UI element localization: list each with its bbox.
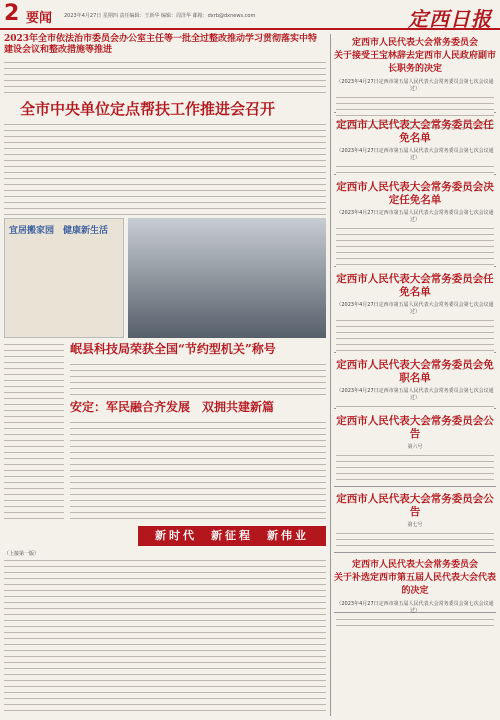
- headline-1: 2023年全市依法治市委员会办公室主任等一批全过整改推动学习贯彻落实中特建设会议和整改措施等推进: [4, 34, 318, 55]
- notice-body: [336, 404, 494, 412]
- notice-title: 定西市人民代表大会常务委员会 关于补选定西市第五届人民代表大会代表的决定: [334, 560, 497, 596]
- notice-title: 定西市人民代表大会常务委员会免职名单: [336, 359, 494, 384]
- notice-body: [336, 164, 494, 178]
- notice-body: [336, 318, 494, 356]
- article-5-body: [70, 420, 326, 520]
- notice-subtitle: （2023年4月27日定西市第五届人民代表大会常务委员会第七次会议通过）: [336, 148, 494, 161]
- notice-column: [334, 34, 496, 716]
- notice-title: 定西市人民代表大会常务委员会公告: [336, 415, 494, 440]
- article-4-body: [70, 362, 326, 396]
- notice-title: 定西市人民代表大会常务委员会任免名单: [336, 273, 494, 298]
- notice-body: [336, 453, 494, 483]
- notice-subtitle: （2023年4月27日定西市第五届人民代表大会常务委员会第七次会议通过）: [336, 302, 494, 315]
- notice-subtitle: （2023年4月27日定西市第五届人民代表大会常务委员会第七次会议通过）: [336, 388, 494, 401]
- notice-item: [334, 356, 496, 409]
- notice-subtitle: （2023年4月27日定西市第五届人民代表大会常务委员会第七次会议通过）: [336, 601, 494, 614]
- news-photo-calligraphy: [4, 218, 124, 338]
- notice-title: 定西市人民代表大会常务委员会公告: [336, 493, 494, 518]
- notice-item: [334, 34, 496, 113]
- article-2-body: [4, 122, 326, 216]
- section-title: 要闻: [26, 11, 53, 26]
- notice-subtitle: 第七号: [407, 522, 423, 528]
- slogan-banner: 新时代 新征程 新伟业: [138, 526, 326, 546]
- notice-body: [336, 226, 494, 270]
- notice-title: 定西市人民代表大会常务委员会任免名单: [336, 119, 494, 144]
- notice-item: [334, 116, 496, 175]
- notice-item: [334, 178, 496, 267]
- notice-item: [334, 270, 496, 353]
- notice-subtitle: （2023年4月27日定西市第五届人民代表大会常务委员会第七次会议通过）: [336, 210, 494, 223]
- page-meta: 2023年4月27日 星期四 责任编辑：王新华 编辑：周泽华 邮箱：dxrb@dxnews.com: [64, 13, 256, 19]
- headline-4: 安定：军民融合齐发展 双拥共建新篇: [70, 400, 275, 414]
- column-divider: [330, 34, 331, 716]
- article-6-body: [4, 558, 326, 716]
- headline-3: 岷县科技局荣获全国“节约型机关”称号: [70, 342, 276, 356]
- page-number: 2: [4, 1, 20, 26]
- notice-item: [334, 556, 496, 613]
- notice-title: 定西市人民代表大会常务委员会决定任免名单: [336, 181, 494, 206]
- masthead-logo: 定西日报: [408, 7, 492, 31]
- notice-item: [334, 490, 496, 553]
- news-photo-police: [128, 218, 326, 338]
- article-3-body: [4, 342, 64, 522]
- headline-2: 全市中央单位定点帮扶工作推进会召开: [20, 100, 276, 118]
- photo-caption: 宜居搬家园 健康新生活: [9, 226, 109, 236]
- notice-subtitle: 第六号: [407, 444, 423, 450]
- notice-subtitle: （2023年4月27日定西市第五届人民代表大会常务委员会第七次会议通过）: [336, 79, 494, 92]
- article-1-body: [4, 60, 326, 96]
- notice-body: [336, 617, 494, 629]
- notice-title: 定西市人民代表大会常务委员会 关于接受王宝林辞去定西市人民政府副市长职务的决定: [334, 38, 497, 74]
- notice-item: [334, 412, 496, 487]
- continued-label: （上接第一版）: [4, 551, 40, 557]
- notice-body: [336, 531, 494, 549]
